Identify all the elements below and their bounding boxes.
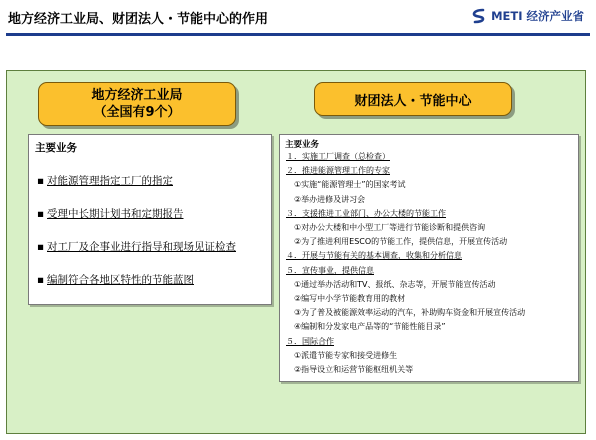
duty-subitem: ①实施“能源管理士”的国家考试 bbox=[294, 180, 406, 190]
logo-text: METI 经济产业省 bbox=[491, 9, 584, 23]
regional-bureau-count: （全国有9个） bbox=[93, 105, 181, 120]
title-divider bbox=[6, 33, 590, 36]
regional-bureau-box bbox=[38, 82, 236, 126]
duty-section: １．实施工厂调查（总检查） bbox=[286, 152, 390, 161]
duty-subitem: ②为了推进利用ESCO的节能工作，提供信息，开展宣传活动 bbox=[294, 237, 508, 247]
regional-bureau-name: 地方经济工业局 bbox=[91, 88, 183, 103]
duty-section: ２．推进能源管理工作的专家 bbox=[286, 166, 390, 176]
duty-subitem: ①通过举办活动和TV、报纸、杂志等，开展节能宣传活动 bbox=[294, 279, 496, 289]
duty-section: ４．开展与节能有关的基本调查，收集和分析信息 bbox=[286, 251, 462, 261]
duty-subitem: ①派遣节能专家和接受进修生 bbox=[294, 350, 398, 360]
duty-section: ５．国际合作 bbox=[286, 336, 334, 346]
duty-subitem: ②编写中小学节能教育用的教材 bbox=[294, 294, 406, 303]
bullet-icon: ▪ bbox=[37, 273, 45, 286]
duty-subitem: ④编制和分发家电产品等的“节能性能目录” bbox=[294, 322, 446, 332]
duty-subitem: ③为了普及被能源效率运动的汽车，补助购车资金和开展宣传活动 bbox=[294, 308, 526, 318]
bullet-icon: ▪ bbox=[37, 174, 45, 187]
list-item-label: 对能源管理指定工厂的指定 bbox=[47, 175, 173, 187]
energy-center-name: 财团法人・节能中心 bbox=[354, 93, 472, 109]
list-item bbox=[37, 206, 184, 221]
bullet-icon: ▪ bbox=[37, 240, 45, 253]
duty-section: ５．宣传事业，提供信息 bbox=[286, 265, 374, 275]
list-item-label: 受理中长期计划书和定期报告 bbox=[47, 208, 184, 220]
duty-subitem: ①对办公大楼和中小型工厂等进行节能诊断和提供咨询 bbox=[294, 223, 486, 232]
meti-logo bbox=[471, 7, 584, 25]
bureau-duties-card bbox=[28, 134, 272, 305]
bullet-icon: ▪ bbox=[37, 207, 45, 220]
duty-subitem: ②举办进修及讲习会 bbox=[294, 194, 366, 204]
list-item bbox=[37, 272, 194, 287]
center-duties-heading: 主要业务 bbox=[285, 140, 320, 150]
energy-center-box bbox=[314, 82, 512, 116]
duty-section: ３．支援推进工业部门、办公大楼的节能工作 bbox=[286, 208, 446, 218]
meti-emblem-icon bbox=[471, 8, 487, 24]
list-item-label: 对工厂及企事业进行指导和现场见证检查 bbox=[47, 241, 236, 253]
bureau-duties-heading: 主要业务 bbox=[35, 142, 77, 154]
page-title: 地方经济工业局、财团法人・节能中心的作用 bbox=[8, 12, 269, 27]
duty-subitem: ②指导设立和运营节能枢纽机关等 bbox=[294, 365, 414, 374]
list-item bbox=[37, 173, 173, 188]
center-duties-card bbox=[279, 134, 579, 382]
list-item-label: 编制符合各地区特性的节能蓝图 bbox=[47, 274, 194, 286]
list-item bbox=[37, 239, 236, 254]
